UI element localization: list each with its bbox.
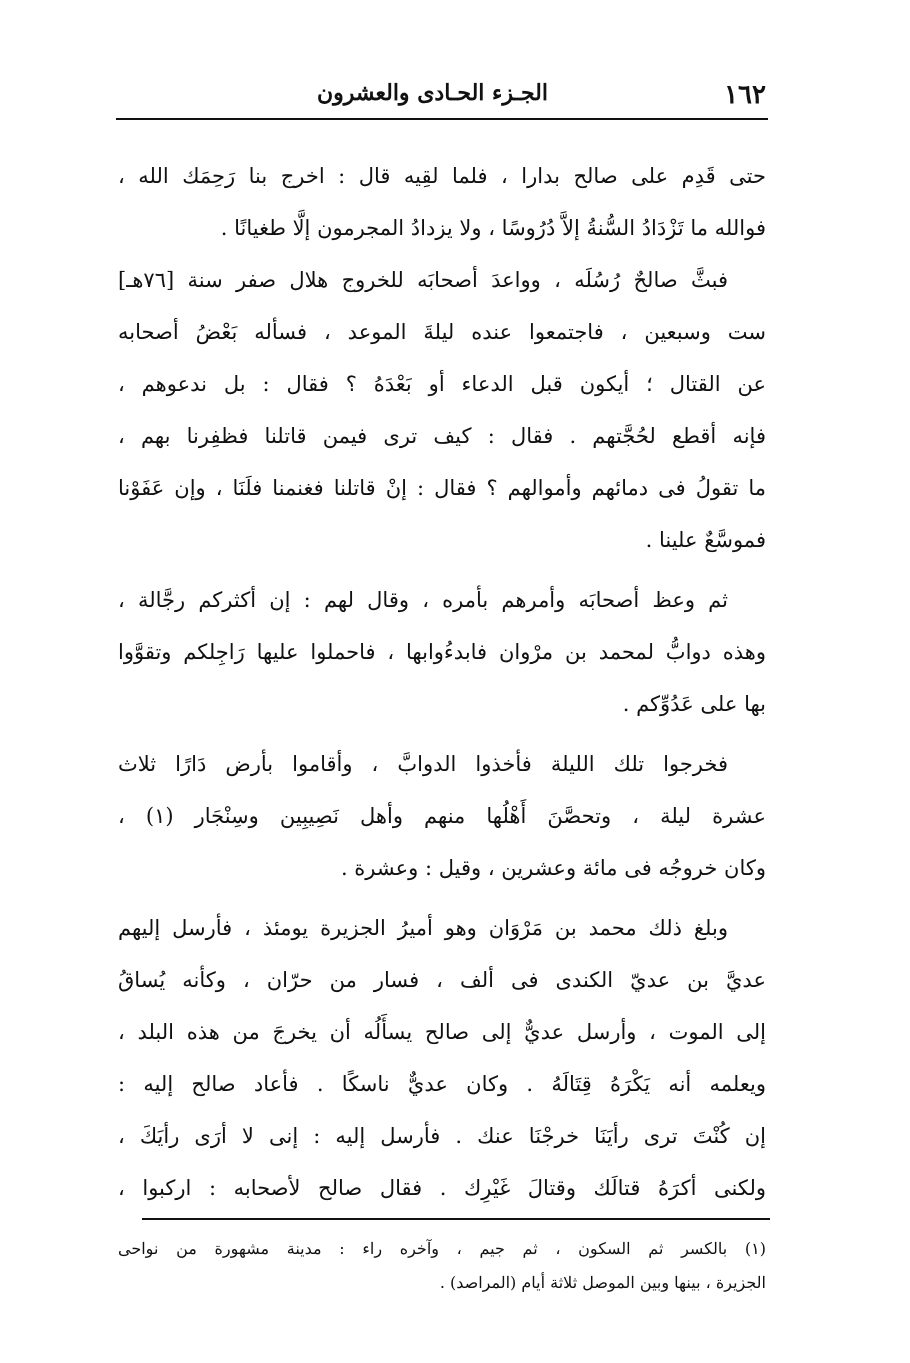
text-line: فوالله ما تَزْدَادُ السُّنةُ إلاَّ دُرُوسًا ، ولا يزدادُ المجرمون إلَّا طغيانًا . <box>220 216 766 240</box>
text-line: حتى قَدِم على صالح بدارا ، فلما لقِيه قال : اخرج بنا رَحِمَك الله ، <box>118 164 766 188</box>
running-title: الجـزء الحـادى والعشرون <box>316 80 548 106</box>
main-text <box>118 150 766 1214</box>
text-line: ثم وعظ أصحابَه وأمرهم بأمره ، وقال لهم : إن أكثركم رجَّالة ، <box>118 588 728 612</box>
text-line: وكان خروجُه فى مائة وعشرين ، وقيل : وعشرة . <box>340 856 766 880</box>
footnote-line: الجزيرة ، بينها وبين الموصل ثلاثة أيام (المراصد) . <box>439 1273 766 1292</box>
footnotes <box>118 1232 766 1300</box>
text-line: ما تقولُ فى دمائهم وأموالهم ؟ فقال : إنْ قاتلنا فغنمنا فلَنَا ، وإن عَفَوْنا <box>118 476 766 500</box>
footnote-line: (١) بالكسر ثم السكون ، ثم جيم ، وآخره راء : مدينة مشهورة من نواحى <box>118 1239 766 1258</box>
text-line: إلى الموت ، وأرسل عديٌّ إلى صالح يسأَلُه أن يخرجَ من هذه البلد ، <box>118 1020 766 1044</box>
text-line: فخرجوا تلك الليلة فأخذوا الدوابَّ ، وأقاموا بأرض دَارًا ثلاث <box>118 752 728 776</box>
text-line: وهذه دوابُّ لمحمد بن مرْوان فابدءُوابها ، فاحملوا عليها رَاجِلكم وتقوَّوا <box>118 640 766 664</box>
text-line: وبلغ ذلك محمد بن مَرْوَان وهو أميرُ الجزيرة يومئذ ، فأرسل إليهم <box>118 916 728 940</box>
text-line: ويعلمه أنه يَكْرَهُ قِتَالَهُ . وكان عديٌّ ناسكًا . فأعاد صالح إليه : <box>118 1072 766 1096</box>
text-line: فموسَّعٌ علينا . <box>645 528 766 552</box>
paragraph-gap <box>118 894 766 902</box>
paragraph-gap <box>118 566 766 574</box>
text-line: ولكنى أكرَهُ قتالَك وقتالَ غَيْرِك . فقال صالح لأصحابه : اركبوا ، <box>118 1176 766 1200</box>
text-line: فبثَّ صالحٌ رُسُلَه ، وواعدَ أصحابَه للخروج هلال صفر سنة [٧٦هـ] <box>118 268 728 292</box>
header-divider <box>116 118 768 120</box>
page-header <box>118 76 768 116</box>
text-line: إن كُنْتَ ترى رأيَنَا خرجْنَا عنك . فأرسل إليه : إنى لا أرَى رأيَكَ ، <box>118 1124 766 1148</box>
page-number: ١٦٢ <box>724 80 766 110</box>
text-line: عشرة ليلة ، وتحصَّنَ أَهْلُها منهم وأهل نَصِيبِين وسِنْجَار (١) ، <box>118 804 766 828</box>
paragraph-gap <box>118 730 766 738</box>
text-line: عن القتال ؛ أيكون قبل الدعاء أو بَعْدَهُ ؟ فقال : بل ندعوهم ، <box>118 372 766 396</box>
text-line: فإنه أقطع لحُجَّتهم . فقال : كيف ترى فيمن قاتلنا فظفِرنا بهم ، <box>118 424 766 448</box>
text-line: ست وسبعين ، فاجتمعوا عنده ليلةَ الموعد ، فسأله بَعْضُ أصحابه <box>118 320 766 344</box>
text-line: بها على عَدُوِّكم . <box>622 692 766 716</box>
text-line: عديَّ بن عديّ الكندى فى ألف ، فسار من حرّان ، وكأنه يُساقُ <box>118 968 766 992</box>
footnote-divider <box>142 1218 770 1220</box>
